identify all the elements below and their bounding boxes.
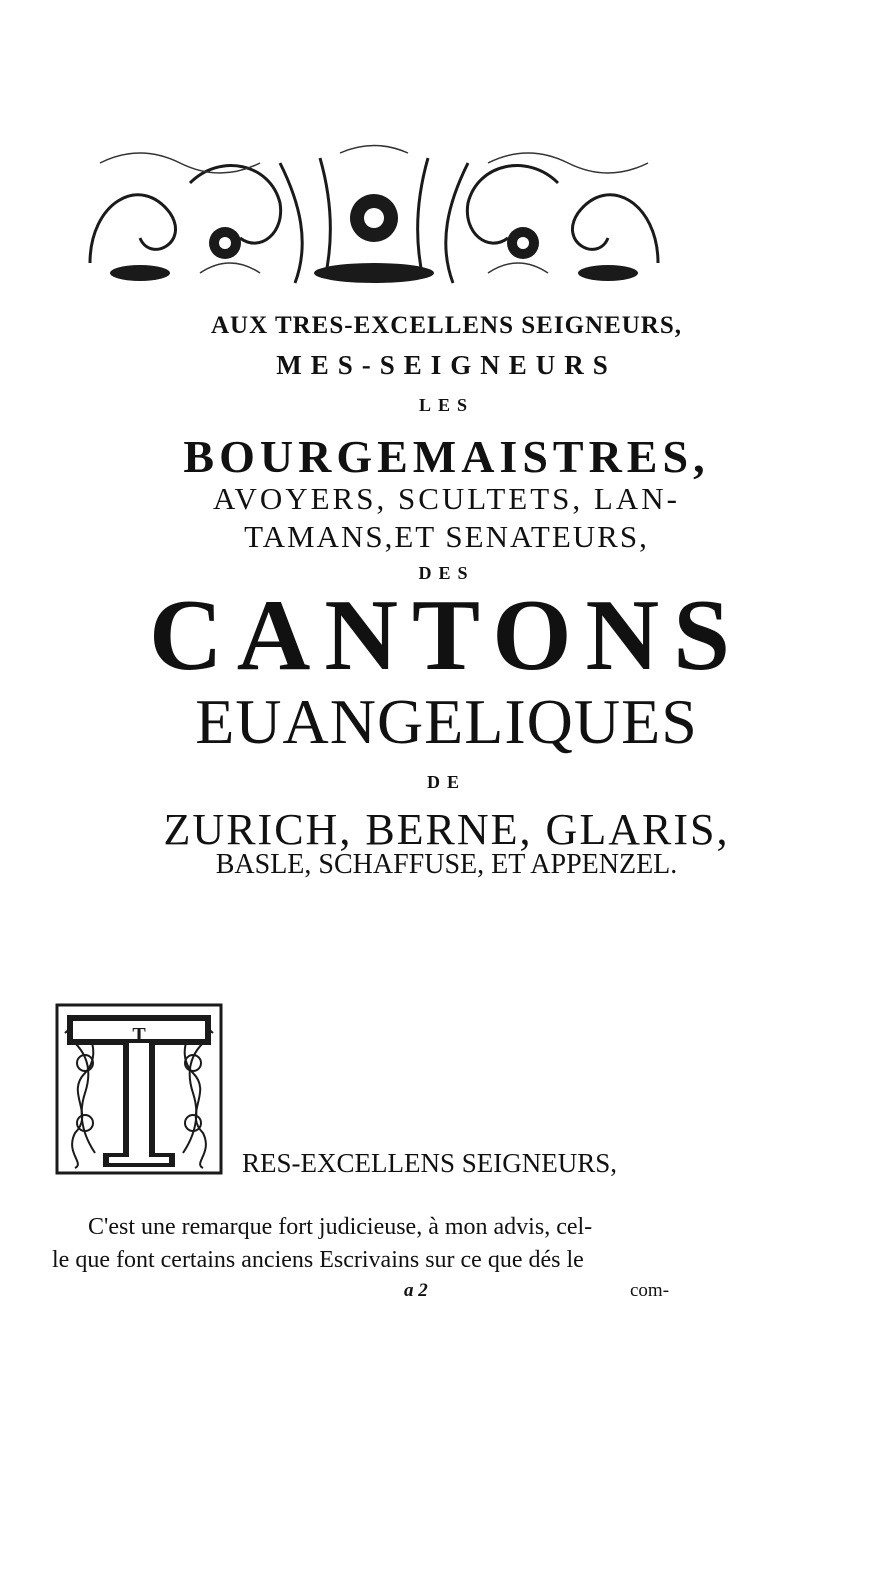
dedication-line-11: ZURICH, BERNE, GLARIS, bbox=[163, 805, 730, 854]
ornamental-initial-icon bbox=[55, 1003, 223, 1175]
salutation: RES-EXCELLENS SEIGNEURS, bbox=[242, 1148, 618, 1178]
body-text-line-2: le que font certains anciens Escrivains sur ce que dés le bbox=[52, 1247, 584, 1273]
dedication-line-7: DES bbox=[418, 563, 475, 583]
catchword: com- bbox=[630, 1280, 670, 1301]
body-text-line-1: C'est une remarque fort judicieuse, à mon advis, cel- bbox=[88, 1214, 593, 1240]
dedication-line-1: AUX TRES-EXCELLENS SEIGNEURS, bbox=[210, 312, 683, 339]
dedication-line-2: MES-SEIGNEURS bbox=[276, 350, 617, 380]
dedication-line-5: AVOYERS, SCULTETS, LAN- bbox=[213, 481, 680, 516]
dedication-line-4: BOURGEMAISTRES, bbox=[183, 431, 710, 482]
signature-mark: a 2 bbox=[404, 1280, 428, 1301]
headpiece-ornament-icon bbox=[80, 143, 668, 289]
initial-letter: T bbox=[132, 1024, 146, 1046]
dedication-line-8: CANTONS bbox=[149, 579, 744, 692]
dedication-line-3: LES bbox=[418, 395, 475, 415]
dedication-line-9: EUANGELIQUES bbox=[195, 686, 698, 757]
dedication-line-10: DE bbox=[426, 772, 466, 792]
dedication-line-12: BASLE, SCHAFFUSE, ET APPENZEL. bbox=[215, 849, 678, 880]
dedication-line-6: TAMANS,ET SENATEURS, bbox=[244, 519, 649, 554]
